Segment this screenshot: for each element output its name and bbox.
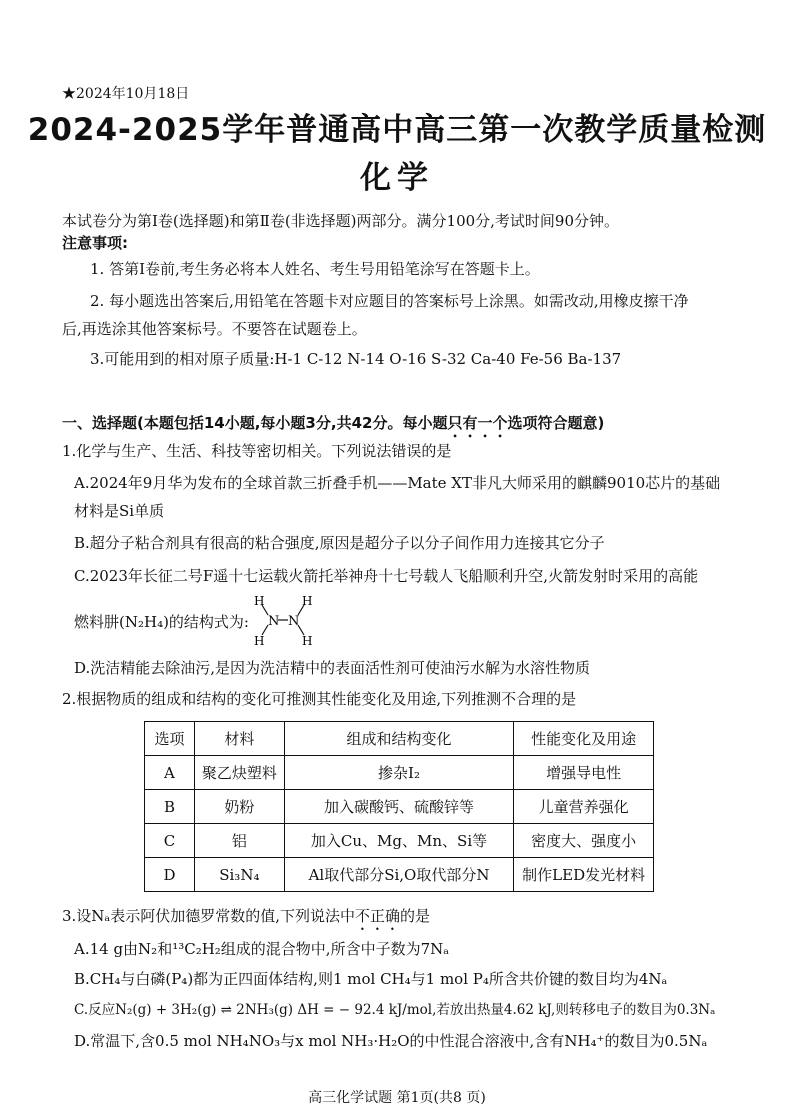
q1-stem: 1.化学与生产、生活、科技等密切相关。下列说法错误的是 [62, 442, 452, 460]
q3-stem-a: 3.设Nₐ表示阿伏加德罗常数的值,下列说法中 [62, 907, 355, 925]
q3-stem-b: 的是 [400, 907, 431, 925]
section-heading-emphasis: 只有一个 [447, 414, 508, 432]
table-cell: 铝 [194, 824, 284, 858]
notice-title: 注意事项: [62, 234, 128, 252]
q1-option-a-line1: A.2024年9月华为发布的全球首款三折叠手机——Mate XT非凡大师采用的麒麟9010芯片的基础 [74, 474, 721, 492]
table-cell: 制作LED发光材料 [514, 858, 654, 892]
q1-option-c-line1: C.2023年长征二号F遥十七运载火箭托举神舟十七号载人飞船顺利升空,火箭发射时采用的高能 [74, 567, 699, 585]
atom-h: H [302, 634, 313, 645]
table-header-cell: 材料 [194, 722, 284, 756]
table-cell: 掺杂I₂ [284, 756, 513, 790]
page-title: 2024-2025学年普通高中高三第一次教学质量检测 [27, 112, 767, 148]
table-header-cell: 性能变化及用途 [514, 722, 654, 756]
atom-h: H [254, 634, 265, 645]
q3-option-a: A.14 g由N₂和¹³C₂H₂组成的混合物中,所含中子数为7Nₐ [74, 940, 450, 958]
table-cell: 增强导电性 [514, 756, 654, 790]
table-header-cell: 组成和结构变化 [284, 722, 513, 756]
table-cell: 密度大、强度小 [514, 824, 654, 858]
q3-option-b: B.CH₄与白磷(P₄)都为正四面体结构,则1 mol CH₄与1 mol P₄所含共价键的数目均为4Nₐ [74, 970, 668, 988]
table-cell: 聚乙炔塑料 [194, 756, 284, 790]
q1-option-a-line2: 材料是Si单质 [74, 502, 165, 520]
table-cell: 儿童营养强化 [514, 790, 654, 824]
table-row [145, 756, 654, 790]
table-cell: A [145, 756, 195, 790]
table-row [145, 824, 654, 858]
table-cell: 加入碳酸钙、硫酸锌等 [284, 790, 513, 824]
section-heading-a: 一、选择题(本题包括14小题,每小题3分,共42分。每小题 [62, 414, 448, 432]
atom-n: N [288, 614, 300, 629]
table-header-row [145, 722, 654, 756]
notice-item-2a: 2. 每小题选出答案后,用铅笔在答题卡对应题目的答案标号上涂黑。如需改动,用橡皮擦干净 [90, 292, 689, 310]
notice-item-1: 1. 答第Ⅰ卷前,考生务必将本人姓名、考生号用铅笔涂写在答题卡上。 [90, 260, 540, 278]
intro-text: 本试卷分为第Ⅰ卷(选择题)和第Ⅱ卷(非选择题)两部分。满分100分,考试时间90分钟。 [62, 212, 620, 230]
table-cell: Si₃N₄ [194, 858, 284, 892]
table-row [145, 858, 654, 892]
q2-table [144, 721, 654, 892]
section-heading-b: 选项符合题意) [507, 414, 605, 432]
table-header-cell: 选项 [145, 722, 195, 756]
notice-item-3: 3.可能用到的相对原子质量:H-1 C-12 N-14 O-16 S-32 Ca-40 Fe-56 Ba-137 [90, 350, 622, 368]
atom-h: H [254, 595, 265, 608]
notice-item-2b: 后,再选涂其他答案标号。不要答在试题卷上。 [62, 320, 367, 338]
section-heading [62, 412, 604, 441]
table-cell: 奶粉 [194, 790, 284, 824]
atom-n: N [268, 614, 280, 629]
q2-stem: 2.根据物质的组成和结构的变化可推测其性能变化及用途,下列推测不合理的是 [62, 690, 577, 708]
table-row [145, 790, 654, 824]
q3-stem-emphasis: 不正确 [355, 907, 401, 925]
exam-date: ★2024年10月18日 [62, 86, 190, 102]
q1-option-d: D.洗洁精能去除油污,是因为洗洁精中的表面活性剂可使油污水解为水溶性物质 [74, 659, 591, 677]
atom-h: H [302, 595, 313, 608]
q3-option-c: C.反应N₂(g) + 3H₂(g) ⇌ 2NH₃(g) ΔH = − 92.4 kJ/mol,若放出热量4.62 kJ,则转移电子的数目为0.3Nₐ [74, 1002, 716, 1018]
hydrazine-structure [248, 595, 318, 645]
table-cell: 加入Cu、Mg、Mn、Si等 [284, 824, 513, 858]
q1-option-c-line2: 燃料肼(N₂H₄)的结构式为: [74, 613, 249, 631]
table-cell: Al取代部分Si,O取代部分N [284, 858, 513, 892]
table-cell: C [145, 824, 195, 858]
page-footer: 高三化学试题 第1页(共8 页) [308, 1090, 486, 1106]
q3-option-d: D.常温下,含0.5 mol NH₄NO₃与x mol NH₃·H₂O的中性混合溶液中,含有NH₄⁺的数目为0.5Nₐ [74, 1032, 708, 1050]
q3-stem [62, 905, 430, 934]
table-cell: B [145, 790, 195, 824]
q1-option-b: B.超分子粘合剂具有很高的粘合强度,原因是超分子以分子间作用力连接其它分子 [74, 534, 605, 552]
table-cell: D [145, 858, 195, 892]
subject-title: 化学 [360, 160, 434, 196]
